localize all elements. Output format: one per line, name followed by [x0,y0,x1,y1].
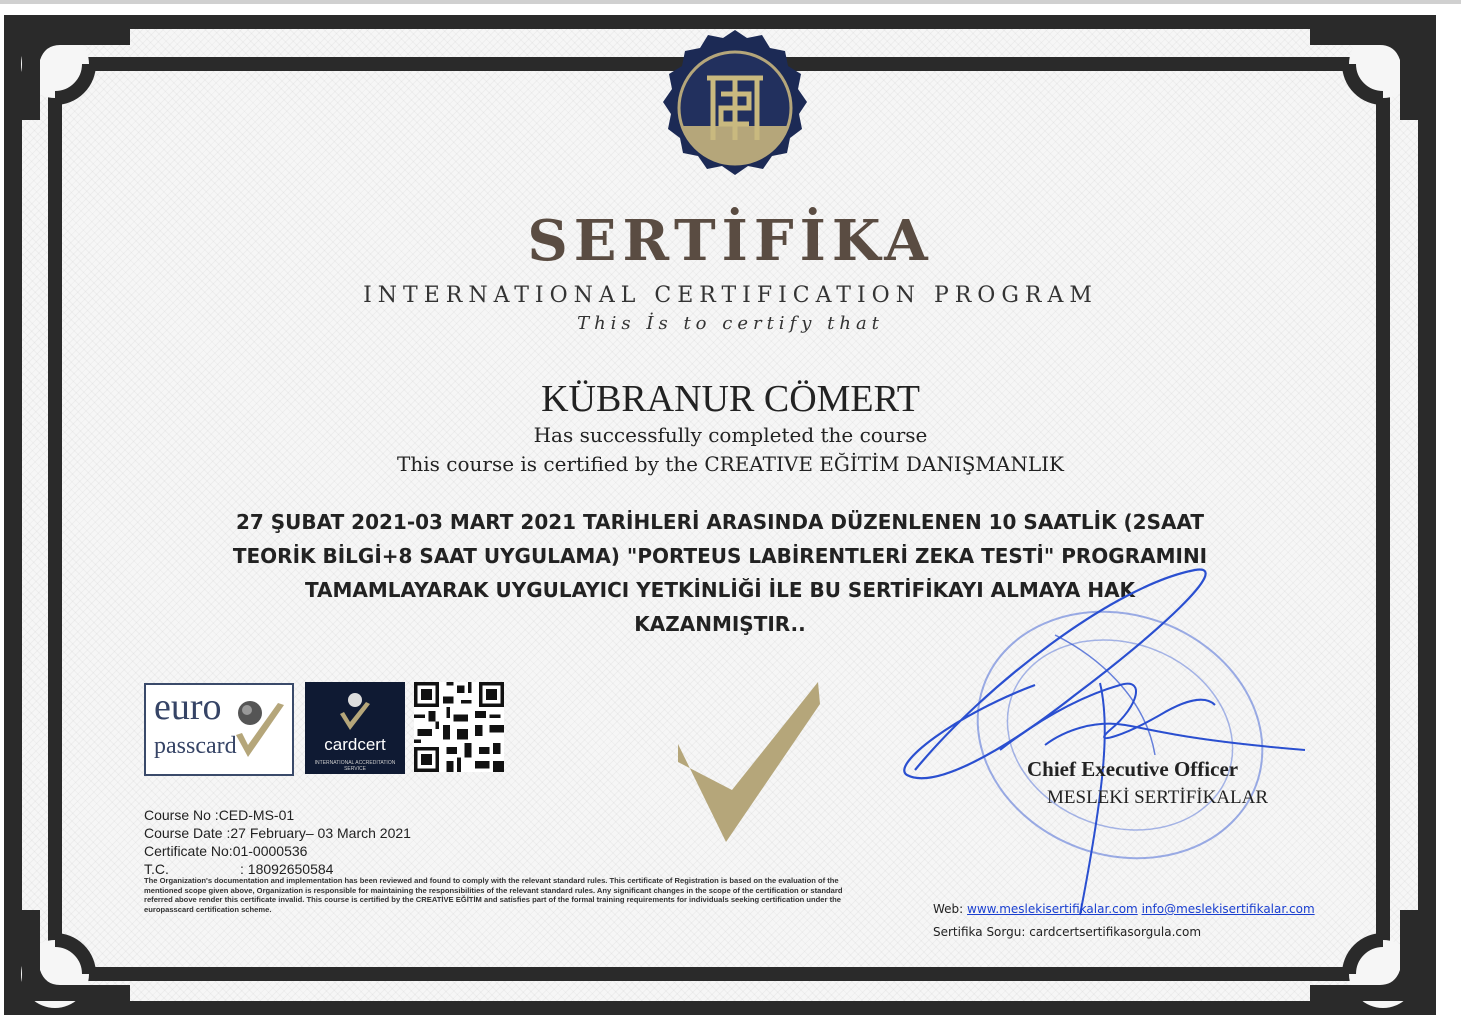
cardcert-check-icon [338,690,372,732]
course-date: Course Date :27 February– 03 March 2021 [144,825,411,841]
web-label: Web: [933,902,964,916]
statement-line: 27 ŞUBAT 2021-03 MART 2021 TARİHLERİ ARASINDA DÜZENLENEN 10 SAATLİK (2SAAT [235,510,1205,534]
check-mark-icon [678,682,820,844]
program-title: INTERNATIONAL CERTIFICATION PROGRAM [363,283,1098,308]
recipient-name: KÜBRANUR CÖMERT [541,378,920,420]
europass-line2: passcard [154,733,237,759]
cardcert-sublabel: INTERNATIONAL ACCREDITATION SERVICE [314,760,396,772]
email-link[interactable]: info@meslekisertifikalar.com [1141,902,1315,916]
statement-line: TEORİK BİLGİ+8 SAAT UYGULAMA) "PORTEUS LABİRENTLERİ ZEKA TESTİ" PROGRAMINI [232,544,1208,568]
certificate-query: Sertifika Sorgu: cardcertsertifikasorgula.com [933,925,1202,939]
cardcert-logo [305,682,405,774]
certified-by-text: This course is certified by the CREATIVE EĞİTİM DANIŞMANLIK [397,452,1064,476]
completed-text: Has successfully completed the course [533,423,928,447]
fine-print: The Organization's documentation and implementation has been reviewed and found to comply with the relevant standard rules. This certificate of Registration is based on the evaluation of the mentioned scope given above, Organization is responsible for maintaining the responsibilities of the relevant standard rules. Any significant changes in the scope of the certification or standard referred above render this certificate invalid. This course is certified by the CREATİVE EĞİTİM and satisfies part of the formal training requirements for individuals seeking certification under the europasscard certification scheme. [144,876,843,914]
globe-check-icon [234,697,290,767]
web-links [933,902,1315,916]
intro-text: This İs to certify that [577,313,884,334]
signatory-title: Chief Executive Officer [1027,757,1239,781]
statement-line: KAZANMIŞTIR.. [634,612,806,636]
course-no: Course No :CED-MS-01 [144,807,295,823]
cardcert-label: cardcert [324,735,386,754]
statement-line: TAMAMLAYARAK UYGULAYICI YETKİNLİĞİ İLE BU SERTİFİKAYI ALMAYA HAK [304,578,1136,602]
certificate-no: Certificate No:01-0000536 [144,843,308,859]
europass-line1: euro [154,686,222,728]
brand-title: SERTİFİKA [527,208,934,274]
stamp-signature-icon [895,565,1325,925]
qr-code-icon[interactable] [414,682,504,772]
signatory-company: MESLEKİ SERTİFİKALAR [1047,787,1269,808]
europasscard-logo [144,683,294,776]
seal-emblem-icon [655,28,815,188]
tc-value: : 18092650584 [240,861,334,877]
tc-label: T.C. [144,861,169,877]
website-link[interactable]: www.meslekisertifikalar.com [967,902,1138,916]
